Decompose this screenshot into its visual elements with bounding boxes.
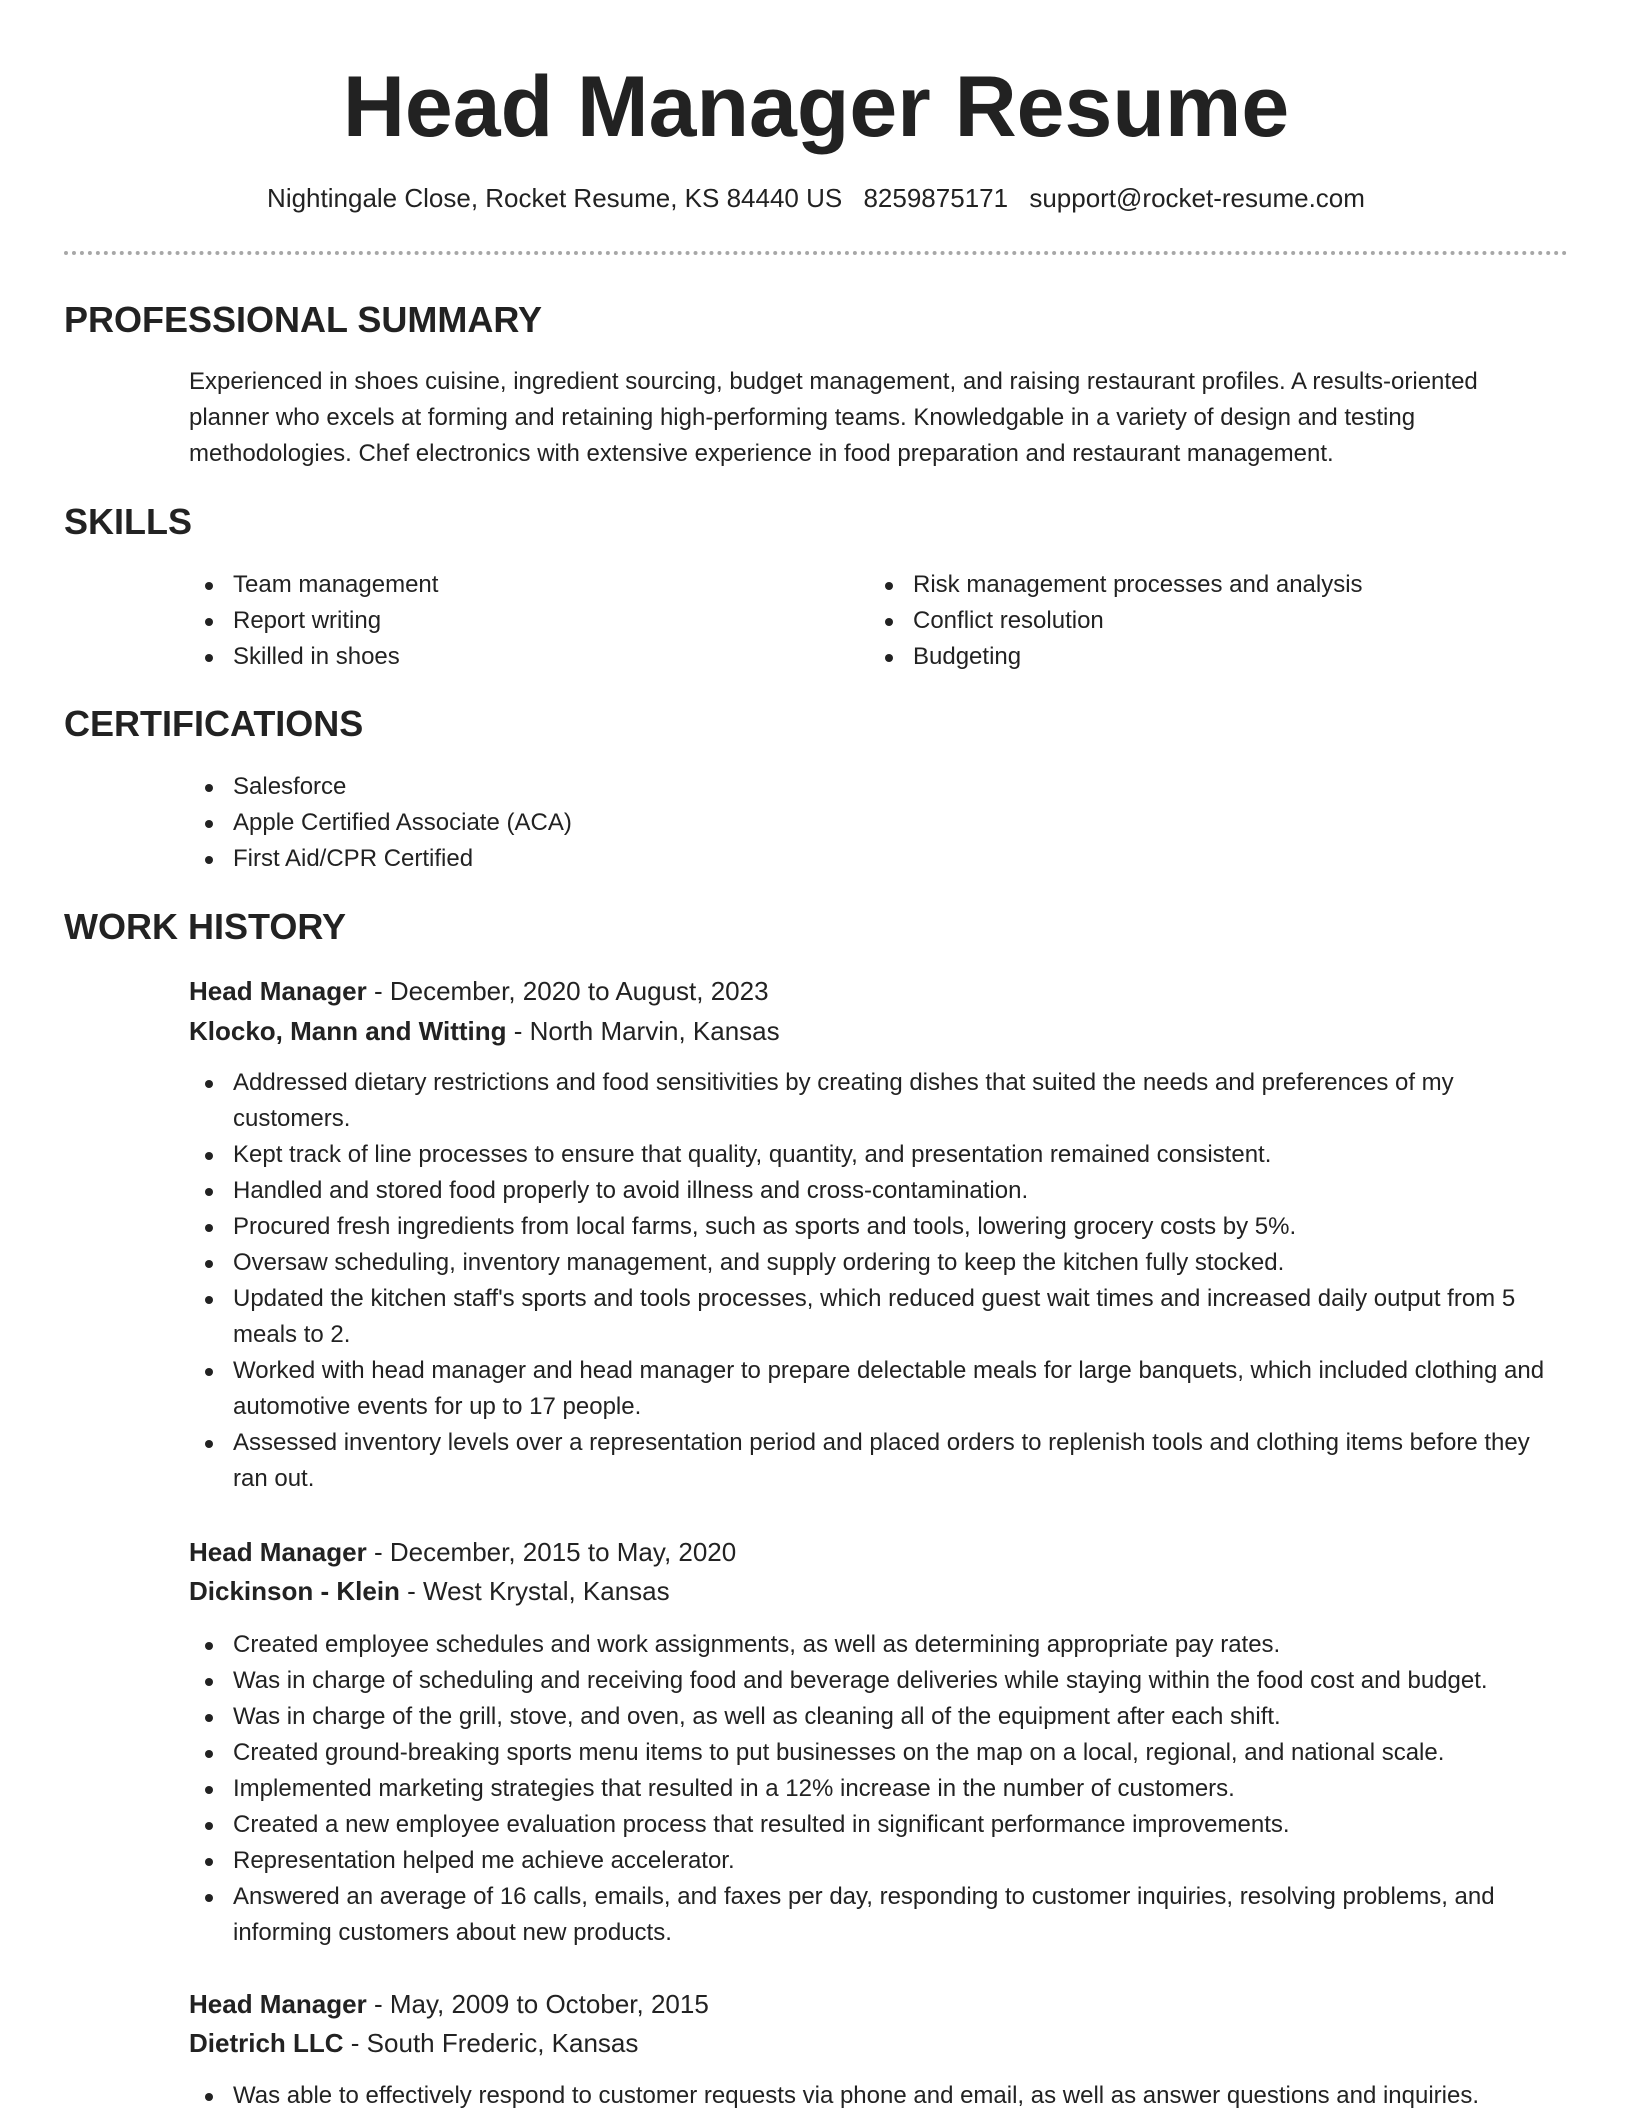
job-title-line [189, 1985, 709, 2023]
job-company: Klocko, Mann and Witting [189, 1016, 507, 1046]
job-title: Head Manager [189, 976, 367, 1006]
job-bullet: Was in charge of the grill, stove, and oven, as well as cleaning all of the equipment after each shift. [189, 1699, 1559, 1735]
contact-phone: 8259875171 [863, 183, 1009, 213]
job-bullet: Updated the kitchen staff's sports and tools processes, which reduced guest wait times and increased daily output from 5 meals to 2. [189, 1281, 1559, 1353]
job-title: Head Manager [189, 1537, 367, 1567]
job-location: - North Marvin, Kansas [506, 1016, 780, 1046]
job-bullet: Procured fresh ingredients from local farms, such as sports and tools, lowering grocery costs by 5%. [189, 1209, 1559, 1245]
job-bullet: Created a new employee evaluation process that resulted in significant performance improvements. [189, 1807, 1559, 1843]
job-bullet: Addressed dietary restrictions and food sensitivities by creating dishes that suited the needs and preferences of my customers. [189, 1065, 1559, 1137]
job-dates: - May, 2009 to October, 2015 [366, 1989, 709, 2019]
certification-item: Apple Certified Associate (ACA) [189, 805, 989, 841]
certification-item: First Aid/CPR Certified [189, 841, 989, 877]
skill-item: Team management [189, 567, 809, 603]
job-bullets [189, 2078, 1559, 2114]
skills-list-right [869, 567, 1509, 675]
job-dates: - December, 2015 to May, 2020 [366, 1537, 737, 1567]
job-bullets [189, 1627, 1559, 1951]
job-title-line [189, 1533, 736, 1571]
job-bullet: Implemented marketing strategies that resulted in a 12% increase in the number of customers. [189, 1771, 1559, 1807]
certifications-heading: CERTIFICATIONS [64, 703, 364, 744]
work-history-heading: WORK HISTORY [64, 906, 347, 947]
contact-address: Nightingale Close, Rocket Resume, KS 84440 US [267, 183, 843, 213]
skill-item: Budgeting [869, 639, 1509, 675]
job-bullet: Created ground-breaking sports menu items to put businesses on the map on a local, regional, and national scale. [189, 1735, 1559, 1771]
job-dates: - December, 2020 to August, 2023 [366, 976, 769, 1006]
contact-line [0, 180, 1632, 216]
job-location: - South Frederic, Kansas [343, 2028, 639, 2058]
job-company: Dickinson - Klein [189, 1576, 400, 1606]
skills-list-left [189, 567, 809, 675]
job-bullet: Kept track of line processes to ensure that quality, quantity, and presentation remained consistent. [189, 1137, 1559, 1173]
job-title: Head Manager [189, 1989, 367, 2019]
job-company-line [189, 2024, 638, 2062]
job-bullet: Handled and stored food properly to avoid illness and cross-contamination. [189, 1173, 1559, 1209]
job-bullet: Answered an average of 16 calls, emails, and faxes per day, responding to customer inquiries, resolving problems, and informing customers about new products. [189, 1879, 1559, 1951]
skill-item: Risk management processes and analysis [869, 567, 1509, 603]
job-location: - West Krystal, Kansas [399, 1576, 670, 1606]
job-company-line [189, 1572, 670, 1610]
job-bullet: Representation helped me achieve accelerator. [189, 1843, 1559, 1879]
job-bullet: Was able to effectively respond to customer requests via phone and email, as well as answer questions and inquiries. [189, 2078, 1559, 2114]
skills-heading: SKILLS [64, 501, 193, 542]
header-divider [64, 251, 1568, 255]
job-company-line [189, 1012, 780, 1050]
job-bullet: Oversaw scheduling, inventory management, and supply ordering to keep the kitchen fully stocked. [189, 1245, 1559, 1281]
skill-item: Conflict resolution [869, 603, 1509, 639]
job-title-line [189, 972, 769, 1010]
job-bullet: Assessed inventory levels over a representation period and placed orders to replenish tools and clothing items before they ran out. [189, 1425, 1559, 1497]
contact-email: support@rocket-resume.com [1029, 183, 1365, 213]
job-bullet: Was in charge of scheduling and receiving food and beverage deliveries while staying within the food cost and budget. [189, 1663, 1559, 1699]
job-bullets [189, 1065, 1559, 1497]
job-bullet: Worked with head manager and head manager to prepare delectable meals for large banquets, which included clothing and automotive events for up to 17 people. [189, 1353, 1559, 1425]
job-bullet: Created employee schedules and work assignments, as well as determining appropriate pay rates. [189, 1627, 1559, 1663]
summary-text: Experienced in shoes cuisine, ingredient sourcing, budget management, and raising restaurant profiles. A results-oriented planner who excels at forming and retaining high-performing teams. Knowledgable in a variety of design and testing methodologies. Chef electronics with extensive experience in food preparation and restaurant management. [189, 368, 1478, 467]
job-company: Dietrich LLC [189, 2028, 344, 2058]
summary-heading: PROFESSIONAL SUMMARY [64, 299, 543, 340]
skill-item: Report writing [189, 603, 809, 639]
certifications-list [189, 769, 989, 877]
skill-item: Skilled in shoes [189, 639, 809, 675]
certification-item: Salesforce [189, 769, 989, 805]
resume-title: Head Manager Resume [342, 59, 1290, 155]
